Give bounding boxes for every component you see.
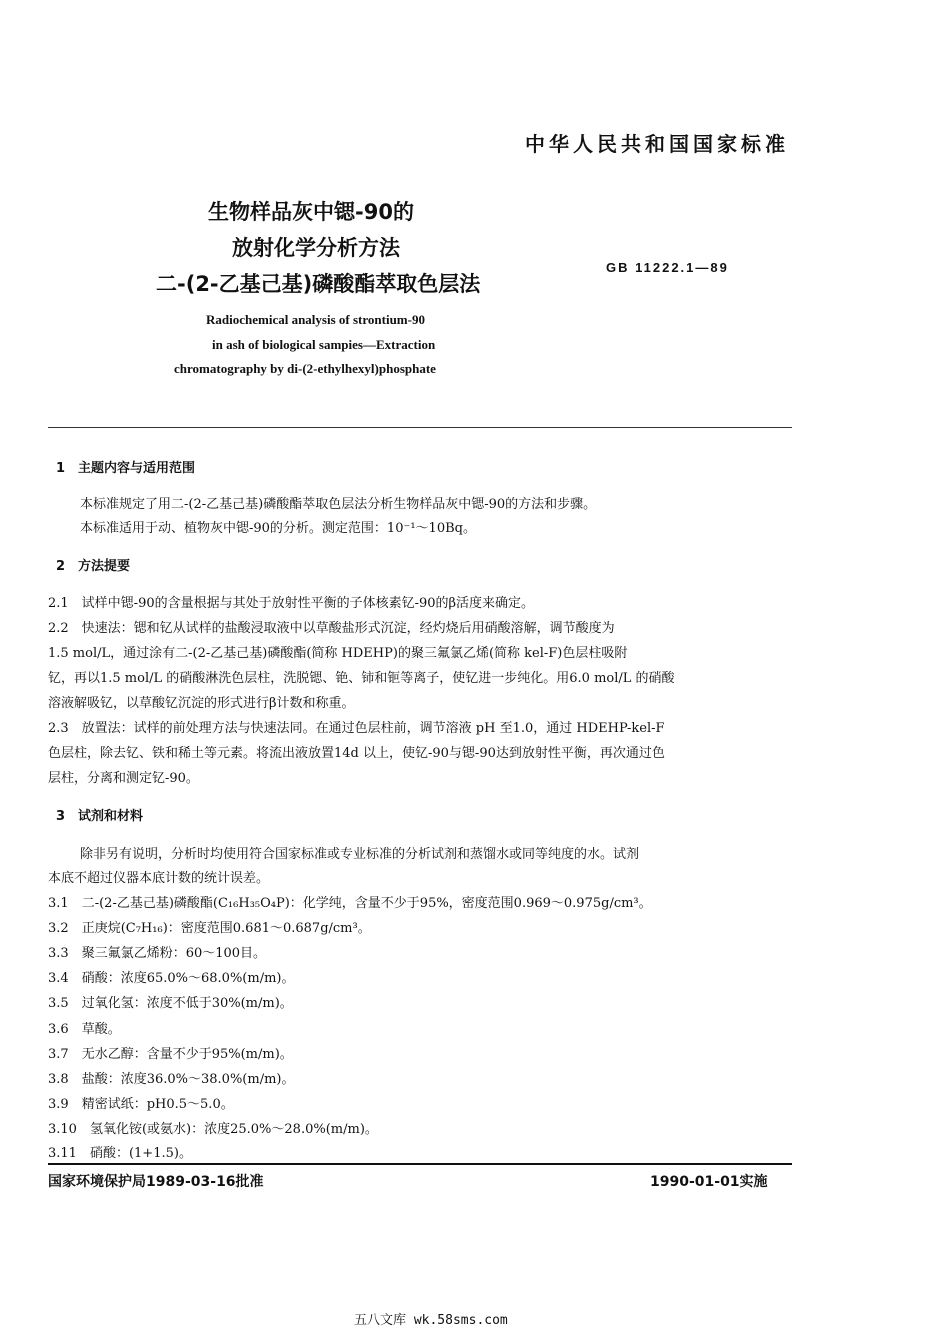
reagent-text: 精密试纸：pH0.5～5.0。 — [81, 1097, 234, 1112]
reagent-text: 氢氧化铵(或氨水)：浓度25.0%～28.0%(m/m)。 — [89, 1122, 378, 1137]
section-3-heading: 3 试剂和材料 — [56, 809, 144, 824]
item-2-2-line-4: 溶液解吸钇，以草酸钇沉淀的形式进行β计数和称重。 — [48, 696, 355, 711]
footer-rule — [48, 1163, 792, 1165]
effective-date: 1990-01-01实施 — [650, 1174, 768, 1190]
reagent-item — [48, 1093, 234, 1112]
standard-type: 中华人民共和国国家标准 — [525, 132, 789, 156]
reagent-number: 3.10 — [48, 1122, 77, 1137]
item-2-1: 2.1 试样中锶-90的含量根据与其处于放射性平衡的子体核素钇-90的β活度来确定。 — [48, 596, 535, 611]
section-3-intro-1: 除非另有说明，分析时均使用符合国家标准或专业标准的分析试剂和蒸馏水或同等纯度的水。试剂 — [80, 847, 640, 862]
reagent-text: 聚三氟氯乙烯粉：60～100目。 — [81, 946, 267, 961]
reagent-text: 无水乙醇：含量不少于95%(m/m)。 — [81, 1047, 293, 1062]
reagent-item — [48, 1068, 294, 1087]
section-1-paragraph-2: 本标准适用于动、植物灰中锶-90的分析。测定范围：10⁻¹～10Bq。 — [80, 521, 476, 536]
reagent-number: 3.4 — [48, 971, 69, 986]
reagent-number: 3.1 — [48, 896, 69, 911]
reagent-text: 盐酸：浓度36.0%～38.0%(m/m)。 — [81, 1072, 295, 1087]
reagent-number: 3.3 — [48, 946, 69, 961]
item-2-3-line-3: 层柱，分离和测定钇-90。 — [48, 771, 199, 786]
reagent-number: 3.2 — [48, 921, 69, 936]
item-2-3-line-2: 色层柱，除去钇、铁和稀土等元素。将流出液放置14d 以上，使钇-90与锶-90达到放射性平衡，再次通过色 — [48, 746, 665, 761]
reagent-number: 3.8 — [48, 1072, 69, 1087]
item-2-2-line-3: 钇，再以1.5 mol/L 的硝酸淋洗色层柱，洗脱锶、铯、铈和钷等离子，使钇进一步纯化。用6.0 mol/L 的硝酸 — [48, 671, 675, 686]
reagent-number: 3.6 — [48, 1022, 69, 1037]
standard-code: GB 11222.1—89 — [606, 260, 729, 275]
reagent-text: 草酸。 — [81, 1022, 121, 1037]
reagent-item — [48, 1043, 293, 1062]
title-line-2: 放射化学分析方法 — [232, 236, 400, 260]
reagent-text: 正庚烷(C₇H₁₆)：密度范围0.681～0.687g/cm³。 — [81, 921, 371, 936]
reagent-number: 3.11 — [48, 1146, 77, 1161]
reagent-item — [48, 967, 294, 986]
reagent-item — [48, 1018, 121, 1037]
english-title-1: Radiochemical analysis of strontium-90 — [206, 312, 425, 327]
item-2-2-line-2: 1.5 mol/L，通过涂有二-(2-乙基己基)磷酸酯(简称 HDEHP)的聚三氟氯乙烯(简称 kel-F)色层柱吸附 — [48, 646, 628, 661]
reagent-number: 3.7 — [48, 1047, 69, 1062]
reagent-item — [48, 1142, 192, 1161]
approval-date: 国家环境保护局1989-03-16批准 — [48, 1174, 264, 1190]
reagent-item — [48, 1118, 378, 1137]
reagent-item — [48, 942, 266, 961]
title-line-3: 二-(2-乙基己基)磷酸酯萃取色层法 — [156, 272, 481, 296]
reagent-text: 二-(2-乙基己基)磷酸酯(C₁₆H₃₅O₄P)：化学纯，含量不少于95%，密度范围0.969～0.975g/cm³。 — [81, 896, 652, 911]
section-3-intro-2: 本底不超过仪器本底计数的统计误差。 — [48, 871, 270, 886]
reagent-number: 3.9 — [48, 1097, 69, 1112]
section-1-heading: 1 主题内容与适用范围 — [56, 461, 196, 476]
reagent-item — [48, 992, 293, 1011]
reagent-text: 硝酸：浓度65.0%～68.0%(m/m)。 — [81, 971, 295, 986]
english-title-3: chromatography by di-(2-ethylhexyl)phosphate — [174, 361, 436, 376]
english-title-2: in ash of biological sampies—Extraction — [212, 337, 436, 352]
reagent-text: 过氧化氢：浓度不低于30%(m/m)。 — [81, 996, 293, 1011]
section-1-paragraph-1: 本标准规定了用二-(2-乙基己基)磷酸酯萃取色层法分析生物样品灰中锶-90的方法和步骤。 — [80, 497, 597, 512]
section-2-heading: 2 方法提要 — [56, 559, 131, 574]
header-rule — [48, 427, 792, 428]
item-2-3-line-1: 2.3 放置法：试样的前处理方法与快速法同。在通过色层柱前，调节溶液 pH 至1.0，通过 HDEHP-kel-F — [48, 721, 665, 736]
reagent-text: 硝酸：(1+1.5)。 — [89, 1146, 192, 1161]
watermark-text: 五八文库 wk.58sms.com — [354, 1313, 508, 1328]
reagent-number: 3.5 — [48, 996, 69, 1011]
title-line-1: 生物样品灰中锶-90的 — [208, 200, 414, 224]
reagent-item — [48, 917, 371, 936]
item-2-2-line-1: 2.2 快速法：锶和钇从试样的盐酸浸取液中以草酸盐形式沉淀，经灼烧后用硝酸溶解，调节酸度为 — [48, 621, 615, 636]
reagent-item — [48, 892, 652, 911]
